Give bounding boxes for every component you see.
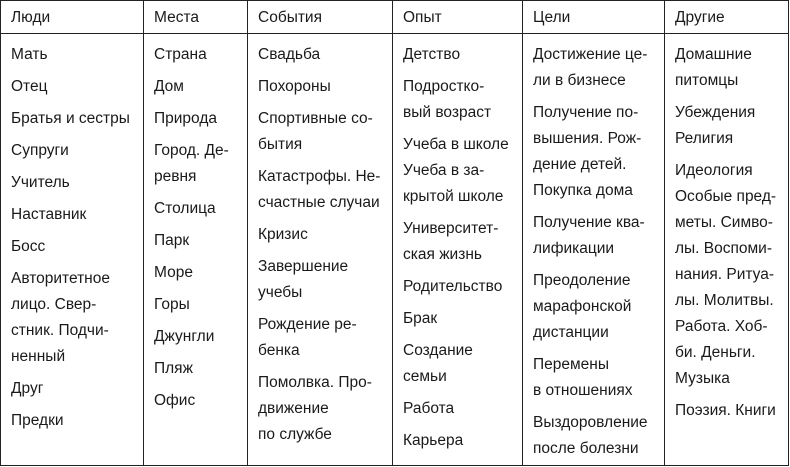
column-header: Цели — [523, 1, 664, 34]
table-cell-item: Поэзия. Книги — [675, 402, 776, 419]
column-items — [523, 34, 664, 462]
column-items — [248, 34, 392, 448]
table-cell-item: Убеждения Религия — [675, 104, 756, 147]
table-cell-item: Город. Де- ревня — [154, 142, 229, 185]
column-header: Опыт — [393, 1, 522, 34]
table-cell-item: Горы — [154, 296, 190, 313]
table-cell-item: Кризис — [258, 226, 308, 243]
column-items — [144, 34, 247, 414]
table-cell-item: Подростко- вый возраст — [403, 78, 492, 121]
table-cell-item: Отец — [11, 78, 48, 95]
table-cell-item: Карьера — [403, 432, 464, 449]
table-cell-item: Авторитетное лицо. Свер- стник. Подчи- ненный — [11, 270, 110, 365]
column-people — [1, 1, 144, 465]
table-cell-item: Работа — [403, 400, 455, 417]
column-other — [665, 1, 788, 465]
table-cell-item: Рождение ре- бенка — [258, 316, 357, 359]
column-places — [144, 1, 248, 465]
table-cell-item: Учеба в школе Учеба в за- крытой школе — [403, 136, 509, 205]
table-cell-item: Супруги — [11, 142, 69, 159]
column-events — [248, 1, 393, 465]
column-header: Другие — [665, 1, 788, 34]
table-cell-item: Мать — [11, 46, 48, 63]
table-cell-item: Братья и сестры — [11, 110, 130, 127]
table-cell-item: Джунгли — [154, 328, 215, 345]
table-cell-item: Спортивные со- бытия — [258, 110, 373, 153]
table-cell-item: Создание семьи — [403, 342, 473, 385]
table-cell-item: Завершение учебы — [258, 258, 349, 301]
column-goals — [523, 1, 665, 465]
table-cell-item: Домашние питомцы — [675, 46, 752, 89]
table-cell-item: Дом — [154, 78, 184, 95]
table-cell-item: Получение ква- лификации — [533, 214, 645, 257]
column-header: Люди — [1, 1, 143, 34]
table-cell-item: Похороны — [258, 78, 331, 95]
table-cell-item: Родительство — [403, 278, 503, 295]
table-cell-item: Преодоление марафонской дистанции — [533, 272, 632, 341]
table-cell-item: Детство — [403, 46, 461, 63]
table-cell-item: Перемены в отношениях — [533, 356, 633, 399]
column-header: Места — [144, 1, 247, 34]
table-cell-item: Идеология Особые пред- меты. Симво- лы. Воспоми- нания. Ритуа- лы. Молитвы. Работа. Хоб- би. Деньги. Музыка — [675, 162, 777, 387]
table-cell-item: Страна — [154, 46, 207, 63]
table-cell-item: Друг — [11, 380, 44, 397]
table-cell-item: Катастрофы. Не- счастные случаи — [258, 168, 381, 211]
table-cell-item: Столица — [154, 200, 216, 217]
table-cell-item: Выздоровление после болезни — [533, 414, 648, 457]
table-cell-item: Помолвка. Про- движение по службе — [258, 374, 372, 443]
table-cell-item: Офис — [154, 392, 196, 409]
table-cell-item: Получение по- вышения. Рож- дение детей. Покупка дома — [533, 104, 642, 199]
table-cell-item: Парк — [154, 232, 190, 249]
table-cell-item: Наставник — [11, 206, 87, 223]
column-items — [393, 34, 522, 454]
column-items — [665, 34, 788, 424]
table-cell-item: Пляж — [154, 360, 193, 377]
table-cell-item: Босс — [11, 238, 46, 255]
table-cell-item: Природа — [154, 110, 217, 127]
table-cell-item: Учитель — [11, 174, 70, 191]
table-cell-item: Море — [154, 264, 193, 281]
column-header: События — [248, 1, 392, 34]
column-items — [1, 34, 143, 434]
table-cell-item: Брак — [403, 310, 438, 327]
table-cell-item: Свадьба — [258, 46, 321, 63]
column-experience — [393, 1, 523, 465]
table-cell-item: Достижение це- ли в бизнесе — [533, 46, 648, 89]
table-cell-item: Университет- ская жизнь — [403, 220, 499, 263]
table-cell-item: Предки — [11, 412, 64, 429]
